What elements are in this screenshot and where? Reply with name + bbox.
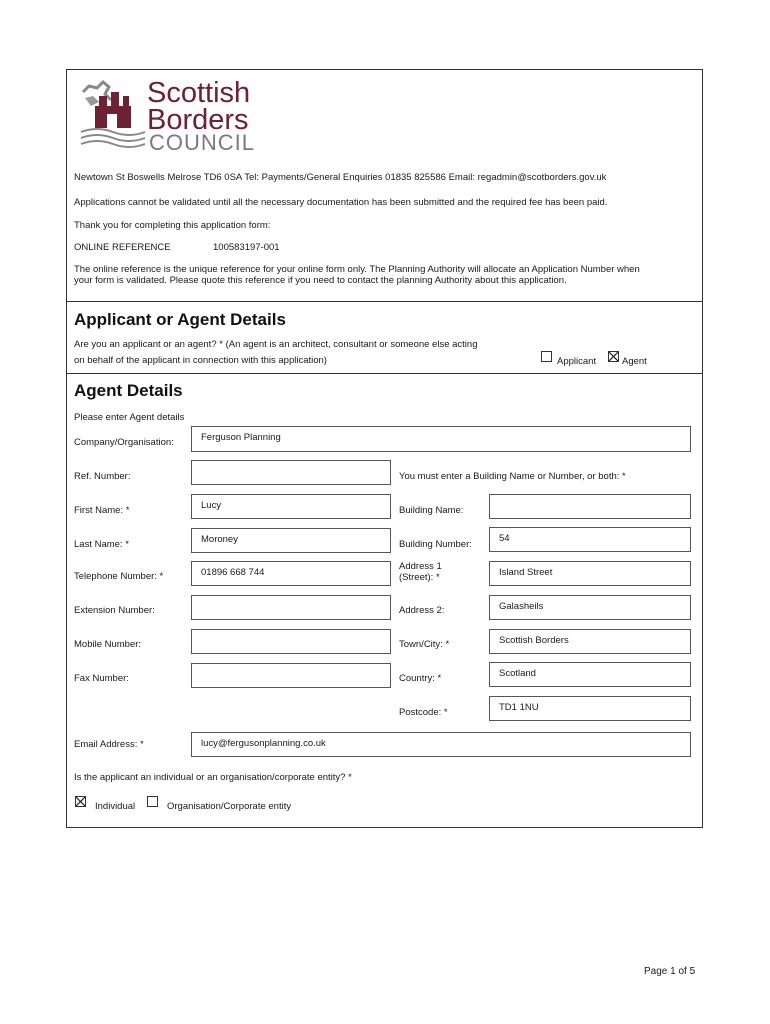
organisation-checkbox[interactable] [147,796,158,807]
individual-option-label: Individual [95,801,136,812]
company-label: Company/Organisation: [74,437,174,448]
building-name-label: Building Name: [399,505,464,516]
logo-text-council: COUNCIL [149,130,256,155]
mobile-label: Mobile Number: [74,639,142,650]
validation-note: Applications cannot be validated until all the necessary documentation has been submitted and the required fee has been paid. [74,197,608,208]
divider [66,373,703,374]
crest-icon [79,78,149,150]
email-label: Email Address: * [74,739,144,750]
organisation-option-label: Organisation/Corporate entity [167,801,292,812]
building-number-label: Building Number: [399,539,472,550]
divider [66,301,703,302]
applicant-agent-question-line2: on behalf of the applicant in connection with this application) [74,355,327,366]
email-field[interactable]: lucy@fergusonplanning.co.uk [191,732,691,757]
building-note: You must enter a Building Name or Number, or both: * [399,471,626,482]
address1-label-line1: Address 1 [399,561,442,572]
applicant-agent-question-line1: Are you an applicant or an agent? * (An agent is an architect, consultant or someone else acting [74,339,478,350]
first-name-field[interactable]: Lucy [191,494,391,519]
ref-number-label: Ref. Number: [74,471,131,482]
online-reference-label: ONLINE REFERENCE [74,242,171,253]
building-name-field[interactable] [489,494,691,519]
extension-field[interactable] [191,595,391,620]
town-field[interactable]: Scottish Borders [489,629,691,654]
extension-label: Extension Number: [74,605,155,616]
council-logo [79,78,264,156]
building-number-field[interactable]: 54 [489,527,691,552]
agent-details-intro: Please enter Agent details [74,412,185,423]
address2-field[interactable]: Galasheils [489,595,691,620]
online-reference-value: 100583197-001 [213,242,280,253]
address1-label-line2: (Street): * [399,572,440,583]
address1-field[interactable]: Island Street [489,561,691,586]
reference-note-line1: The online reference is the unique reference for your online form only. The Planning Authority will allocate an Application Number when [74,264,640,275]
country-field[interactable]: Scotland [489,662,691,687]
agent-details-heading: Agent Details [74,381,183,400]
telephone-label: Telephone Number: * [74,571,164,582]
thanks-text: Thank you for completing this application form: [74,220,271,231]
applicant-agent-heading: Applicant or Agent Details [74,310,286,329]
fax-label: Fax Number: [74,673,129,684]
telephone-field[interactable]: 01896 668 744 [191,561,391,586]
council-address: Newtown St Boswells Melrose TD6 0SA Tel: Payments/General Enquiries 01835 825586 Email: regadmin@scotborders.gov.uk [74,172,607,183]
logo-text-borders: Borders [147,104,249,136]
reference-note-line2: your form is validated. Please quote this reference if you need to contact the planning Authority about this application. [74,275,567,286]
checked-x-icon [76,797,85,806]
page-number: Page 1 of 5 [644,966,696,977]
town-label: Town/City: * [399,639,450,650]
mobile-field[interactable] [191,629,391,654]
ref-number-field[interactable] [191,460,391,485]
postcode-field[interactable]: TD1 1NU [489,696,691,721]
agent-option-label: Agent [622,356,647,367]
applicant-checkbox[interactable] [541,351,552,362]
company-field[interactable]: Ferguson Planning [191,426,691,452]
logo-text-scottish: Scottish [147,77,251,109]
agent-checkbox[interactable] [608,351,619,362]
individual-checkbox[interactable] [75,796,86,807]
address2-label: Address 2: [399,605,445,616]
first-name-label: First Name: * [74,505,130,516]
last-name-field[interactable]: Moroney [191,528,391,553]
checked-x-icon [609,352,618,361]
country-label: Country: * [399,673,442,684]
entity-question: Is the applicant an individual or an organisation/corporate entity? * [74,772,352,783]
fax-field[interactable] [191,663,391,688]
postcode-label: Postcode: * [399,707,448,718]
last-name-label: Last Name: * [74,539,129,550]
applicant-option-label: Applicant [557,356,597,367]
